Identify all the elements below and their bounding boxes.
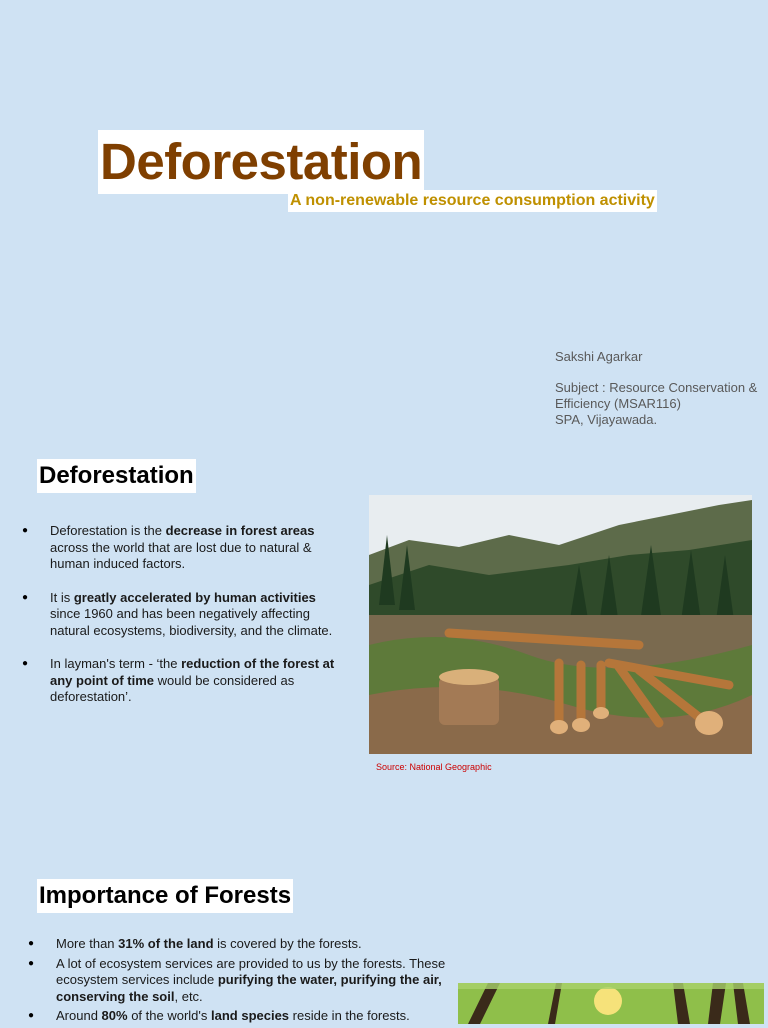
deforestation-bullet-list [22, 523, 342, 723]
course-meta [555, 380, 765, 428]
list-item: ● More than 31% of the land is covered by the forests. [28, 936, 448, 953]
section-title-importance: Importance of Forests [37, 879, 293, 913]
list-item: ● In layman's term - ‘the reduction of the forest at any point of time would be considered as deforestation’. [22, 656, 342, 706]
page-title: Deforestation [98, 130, 424, 194]
list-item: ● It is greatly accelerated by human activities since 1960 and has been negatively affecting natural ecosystems, biodiversity, and the climate. [22, 590, 342, 640]
list-item: ● A lot of ecosystem services are provided to us by the forests. These ecosystem services include purifying the water, purifying the air, conserving the soil, etc. [28, 956, 448, 1006]
author-name: Sakshi Agarkar [555, 349, 643, 364]
felled-logs-photo [369, 495, 752, 754]
list-item: ● Deforestation is the decrease in forest areas across the world that are lost due to natural & human induced factors. [22, 523, 342, 573]
importance-bullet-list [28, 936, 448, 1028]
section-title-deforestation: Deforestation [37, 459, 196, 493]
list-item: ● Around 80% of the world's land species reside in the forests. [28, 1008, 448, 1025]
forest-canopy-photo [458, 983, 764, 1024]
page-subtitle: A non-renewable resource consumption activity [288, 190, 657, 212]
subject-line-1: Subject : Resource Conservation & [555, 380, 758, 395]
subject-line-2: Efficiency (MSAR116) [555, 396, 681, 411]
institution: SPA, Vijayawada. [555, 412, 658, 427]
image-source-caption: Source: National Geographic [376, 762, 492, 772]
